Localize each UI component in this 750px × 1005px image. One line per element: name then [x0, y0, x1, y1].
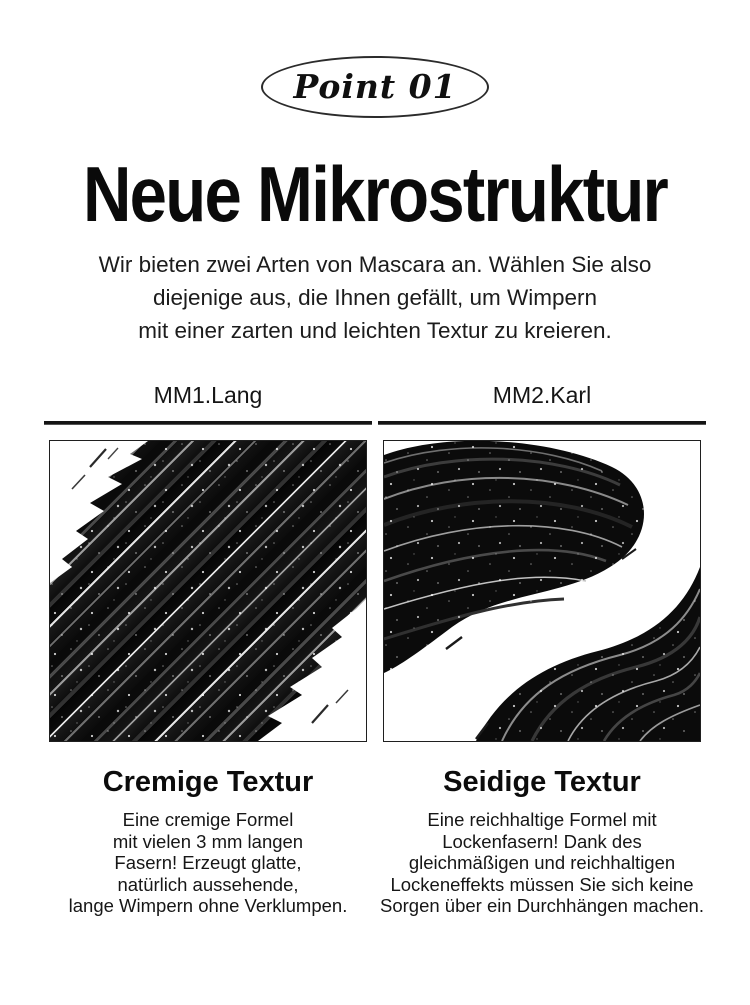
description-line: Eine reichhaltige Formel mit [427, 809, 657, 830]
description-line: Fasern! Erzeugt glatte, [114, 852, 302, 873]
description-line: Lockeneffekts müssen Sie sich keine [390, 873, 694, 895]
intro-line: Wir bieten zwei Arten von Mascara an. Wählen Sie also [98, 252, 652, 277]
column-label-mm2: MM2.Karl [492, 382, 592, 408]
mascara-texture-lang-image [49, 440, 367, 742]
column-mm1-lang [44, 381, 372, 917]
swirl-smear-texture [384, 441, 700, 741]
intro-line: mit einer zarten und leichten Textur zu kreieren. [138, 318, 612, 343]
column-description [378, 809, 706, 917]
column-rule [378, 421, 706, 425]
page-title: Neue Mikrostruktur [82, 150, 668, 238]
point-badge-label: Point 01 [293, 66, 457, 106]
intro-paragraph [0, 248, 750, 347]
point-badge [261, 56, 489, 118]
description-line: Sorgen über ein Durchhängen machen. [380, 895, 704, 916]
description-line: lange Wimpern ohne Verklumpen. [68, 895, 348, 916]
texture-columns [0, 381, 750, 917]
column-description [44, 809, 372, 917]
diagonal-smear-overlay [50, 441, 366, 741]
description-line: Eine cremige Formel [122, 809, 294, 830]
column-heading-cremige: Cremige Textur [102, 766, 314, 798]
column-label-mm1: MM1.Lang [153, 382, 263, 408]
description-line: Lockenfasern! Dank des [442, 830, 642, 852]
mascara-texture-karl-image [383, 440, 701, 742]
column-mm2-karl [378, 381, 706, 917]
description-line: gleichmäßigen und reichhaltigen [408, 852, 676, 873]
column-heading-seidige: Seidige Textur [443, 766, 641, 798]
column-rule [44, 421, 372, 425]
intro-line: diejenige aus, die Ihnen gefällt, um Wimpern [152, 285, 597, 310]
description-line: natürlich aussehende, [117, 873, 299, 895]
description-line: mit vielen 3 mm langen [112, 830, 304, 852]
